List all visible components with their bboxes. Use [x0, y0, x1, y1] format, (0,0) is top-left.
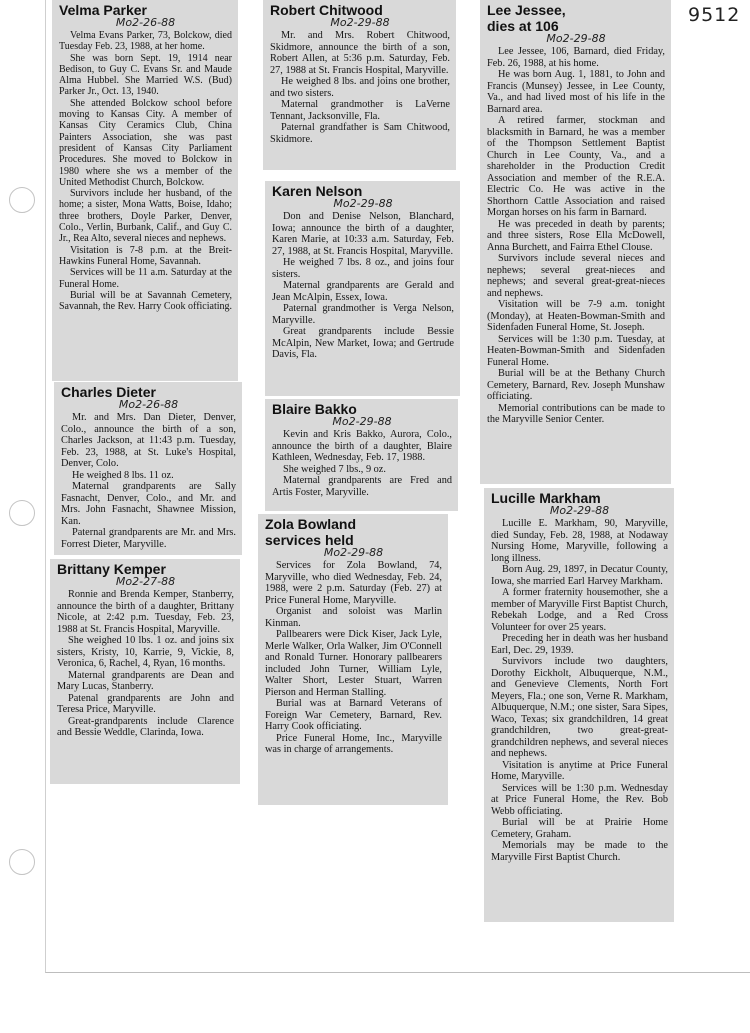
- paragraph: He was born Aug. 1, 1881, to John and Francis (Munsey) Jessee, in Lee County, Va., and had lived most of his life in the Barnard area.: [487, 69, 665, 115]
- paragraph: He was preceded in death by parents; and three sisters, Rose Ella McDowell, Anna Burchett, and Fairra Ethel Clouse.: [487, 218, 665, 253]
- obituary-lee-jessee: [480, 0, 671, 484]
- paragraph: Survivors include several nieces and nephews; several great-nieces and nephews; and several great-great-nieces and nephews.: [487, 253, 665, 299]
- paragraph: Maternal grandmother is LaVerne Tennant, Jacksonville, Fla.: [270, 99, 450, 122]
- paragraph: Kevin and Kris Bakko, Aurora, Colo., announce the birth of a daughter, Blaire Kathleen, Wednesday, Feb. 17, 1988.: [272, 429, 452, 463]
- paragraph: He weighed 8 lbs. 11 oz.: [72, 469, 174, 481]
- paragraph: Great-grandparents include Clarence and Bessie Weddle, Clarinda, Iowa.: [57, 715, 234, 738]
- handwritten-date: Mo2-29-88: [333, 197, 393, 210]
- birth-notice-brittany-kemper: [50, 559, 240, 784]
- handwritten-date: Mo2-29-88: [332, 415, 392, 428]
- obituary-title: Zola Bowland services held: [265, 516, 356, 548]
- paragraph: Pallbearers were Dick Kiser, Jack Lyle, Merle Walker, Orla Walker, Jim O'Connell and Ronald Turner. Honorary pallbearers included John Turner, William Lyle, Walter Short, Lester Stuart, Warren Pierson and Herman Stalling.: [265, 629, 442, 698]
- paragraph: Paternal grandmother is Verga Nelson, Maryville.: [272, 303, 454, 326]
- paragraph: Maternal grandparents are Fred and Artis Foster, Maryville.: [272, 475, 452, 498]
- paragraph: Ronnie and Brenda Kemper, Stanberry, announce the birth of a daughter, Brittany Nicole, at 2:42 p.m. Tuesday, Feb. 23, 1988 at St. Francis Hospital, Maryville.: [57, 589, 234, 635]
- paragraph: Memorial contributions can be made to the Maryville Senior Center.: [487, 402, 665, 425]
- birth-notice-blaire-bakko: [265, 399, 458, 511]
- paragraph: Lucille E. Markham, 90, Maryville, died Sunday, Feb. 28, 1988, at Nodaway Nursing Home, Maryville, following a long illness.: [491, 518, 668, 564]
- paragraph: Services will be 1:30 p.m. Tuesday, at Heaten-Bowman-Smith and Sidenfaden Funeral Home.: [487, 333, 665, 368]
- handwritten-date: Mo2-26-88: [118, 398, 179, 411]
- paragraph: Maternal grandparents are Gerald and Jean McAlpin, Essex, Iowa.: [272, 280, 454, 303]
- birth-notice-karen-nelson: [265, 181, 460, 396]
- paragraph: Organist and soloist was Marlin Kinman.: [265, 606, 442, 629]
- obituary-title: Lucille Markham: [491, 490, 601, 506]
- obituary-title: Brittany Kemper: [57, 561, 166, 577]
- handwritten-date: Mo2-29-88: [330, 16, 390, 29]
- obituary-title: Blaire Bakko: [272, 401, 357, 417]
- birth-notice-robert-chitwood: [263, 0, 456, 170]
- paragraph: A former fraternity housemother, she a member of Maryville First Baptist Church, Rebekah Lodge, and a Red Cross Volunteer for over 25 years.: [491, 587, 668, 633]
- paragraph: Maternal grandparents are Sally Fasnacht, Denver, Colo., and Mr. and Mrs. John Fasnacht, Shawnee Mission, Kan.: [61, 481, 236, 527]
- paragraph: Paternal grandfather is Sam Chitwood, Skidmore.: [270, 122, 450, 145]
- obituary-lucille-markham: [484, 488, 674, 922]
- binder-hole: [9, 187, 35, 213]
- obituary-velma-parker: [52, 0, 238, 381]
- paragraph: Don and Denise Nelson, Blanchard, Iowa; announce the birth of a daughter, Karen Marie, at 10:33 a.m. Saturday, Feb. 27, 1988, at St. Francis Hospital, Maryville.: [272, 211, 454, 257]
- page-number: 9512: [688, 4, 741, 26]
- paragraph: Great grandparents include Bessie McAlpin, New Market, Iowa; and Gertrude Davis, Fla.: [272, 326, 454, 360]
- handwritten-date: Mo2-29-88: [549, 504, 610, 517]
- paragraph: Price Funeral Home, Inc., Maryville was in charge of arrangements.: [265, 732, 442, 755]
- obituary-zola-bowland: [258, 514, 448, 805]
- birth-notice-charles-dieter: [54, 382, 242, 555]
- paragraph: He weighed 7 lbs. 8 oz., and joins four sisters.: [272, 257, 454, 280]
- paragraph: Velma Evans Parker, 73, Bolckow, died Tuesday Feb. 23, 1988, at her home.: [59, 30, 232, 53]
- paragraph: Burial will be at Prairie Home Cemetery, Graham.: [491, 817, 668, 840]
- paragraph: Services will be 11 a.m. Saturday at the Funeral Home.: [59, 267, 232, 290]
- paragraph: Services will be 1:30 p.m. Wednesday at Price Funeral Home, the Rev. Bob Webb officiating.: [491, 782, 668, 817]
- paragraph: Services for Zola Bowland, 74, Maryville, who died Wednesday, Feb. 24, 1988, were 2 p.m. Saturday (Feb. 27) at Price Funeral Home, Maryville.: [265, 560, 442, 606]
- binder-hole: [9, 500, 35, 526]
- paragraph: Born Aug. 29, 1897, in Decatur County, Iowa, she married Earl Harvey Markham.: [491, 564, 668, 587]
- obituary-title: Velma Parker: [59, 2, 147, 18]
- paragraph: Burial will be at the Bethany Church Cemetery, Barnard, Rev. Joseph Munshaw officiating.: [487, 368, 665, 402]
- paragraph: Maternal grandparents are Dean and Mary Lucas, Stanberry.: [57, 669, 234, 692]
- paragraph: Survivors include two daughters, Dorothy Eickholt, Albuquerque, N.M., and Genevieve Clements, North Fort Meyers, Fla.; one son, Verne R. Markham, Albuquerque, N.M.; one sister, Sara Sipes, Waco, Texas; six grandchildren, 14 great grandchildren, two great-great-grandchildren nephews, and several nieces and nephews.: [491, 656, 668, 759]
- obituary-title: Lee Jessee, dies at 106: [487, 2, 566, 34]
- binder-hole: [9, 849, 35, 875]
- paragraph: Patenal grandparents are John and Teresa Price, Maryville.: [57, 692, 234, 715]
- paragraph: Burial was at Barnard Veterans of Foreign War Cemetery, Barnard, Rev. Harry Cook officiating.: [265, 698, 442, 732]
- paragraph: A retired farmer, stockman and blacksmith in Barnard, he was a member of the Thompson Settlement Baptist Church in Lee County, Va., and a shareholder in the Production Credit Association and member of the R.E.A. Electric Co. He was active in the Shorthorn Cattle Association and raised Morgan horses on his farm in Barnard.: [487, 115, 665, 218]
- obituary-title: Robert Chitwood: [270, 2, 383, 18]
- paragraph: Visitation will be 7-9 a.m. tonight (Monday), at Heaten-Bowman-Smith and Sidenfaden Funeral Home, St. Joseph.: [487, 299, 665, 333]
- paragraph: Visitation is 7-8 p.m. at the Breit-Hawkins Funeral Home, Savannah.: [59, 244, 232, 267]
- paragraph: Mr. and Mrs. Dan Dieter, Denver, Colo., announce the birth of a son, Charles Jackson, at 11:43 p.m. Tuesday, Feb. 23, 1988, at St. Luke's Hospital, Denver, Colo.: [61, 412, 236, 469]
- paragraph: Lee Jessee, 106, Barnard, died Friday, Feb. 26, 1988, at his home.: [487, 46, 665, 69]
- paragraph: She was born Sept. 19, 1914 near Bedison, to Guy C. Evans Sr. and Maude Alma Hubbel. She Married W.S. (Bud) Parker Jr., Oct. 13, 1940.: [59, 52, 232, 98]
- paragraph: Paternal grandparents are Mr. and Mrs. Forrest Dieter, Maryville.: [61, 527, 236, 550]
- paragraph: Visitation is anytime at Price Funeral Home, Maryville.: [491, 759, 668, 782]
- paragraph: She weighed 7 lbs., 9 oz.: [283, 463, 386, 475]
- paragraph: Mr. and Mrs. Robert Chitwood, Skidmore, announce the birth of a son, Robert Allen, at 5:36 p.m. Saturday, Feb. 27, 1988 at St. Francis Hospital, Maryville.: [270, 30, 450, 76]
- handwritten-date: Mo2-29-88: [546, 32, 606, 45]
- paragraph: She weighed 10 lbs. 1 oz. and joins six sisters, Kristy, 10, Karrie, 9, Vickie, 8, Veronica, 6, Rachel, 4, Ryan, 16 months.: [57, 635, 234, 669]
- paragraph: She attended Bolckow school before moving to Kansas City. A member of Kansas City Ceramics Club, China Painters Association, she was past president of Kansas City Parliament Procedures. She moved to Bolckow in 1980 where she ws a member of the United Methodist Church, Bolckow.: [59, 97, 232, 188]
- handwritten-date: Mo2-29-88: [323, 546, 384, 559]
- paragraph: Survivors include her husband, of the home; a sister, Mona Watts, Boise, Idaho; three brothers, Doyle Parker, Denver, Colo., Verlin, Burbank, Calif., and Guy C. Jr., Rea Alto, several nieces and nephews.: [59, 188, 232, 245]
- obituary-title: Charles Dieter: [61, 384, 156, 400]
- paragraph: Memorials may be made to the Maryville First Baptist Church.: [491, 840, 668, 863]
- handwritten-date: Mo2-26-88: [115, 16, 176, 29]
- paragraph: Preceding her in death was her husband Earl, Dec. 29, 1939.: [491, 633, 668, 656]
- handwritten-date: Mo2-27-88: [115, 575, 176, 588]
- paragraph: He weighed 8 lbs. and joins one brother, and two sisters.: [270, 76, 450, 99]
- paragraph: Burial will be at Savannah Cemetery, Savannah, the Rev. Harry Cook officiating.: [59, 289, 233, 313]
- obituary-title: Karen Nelson: [272, 183, 363, 199]
